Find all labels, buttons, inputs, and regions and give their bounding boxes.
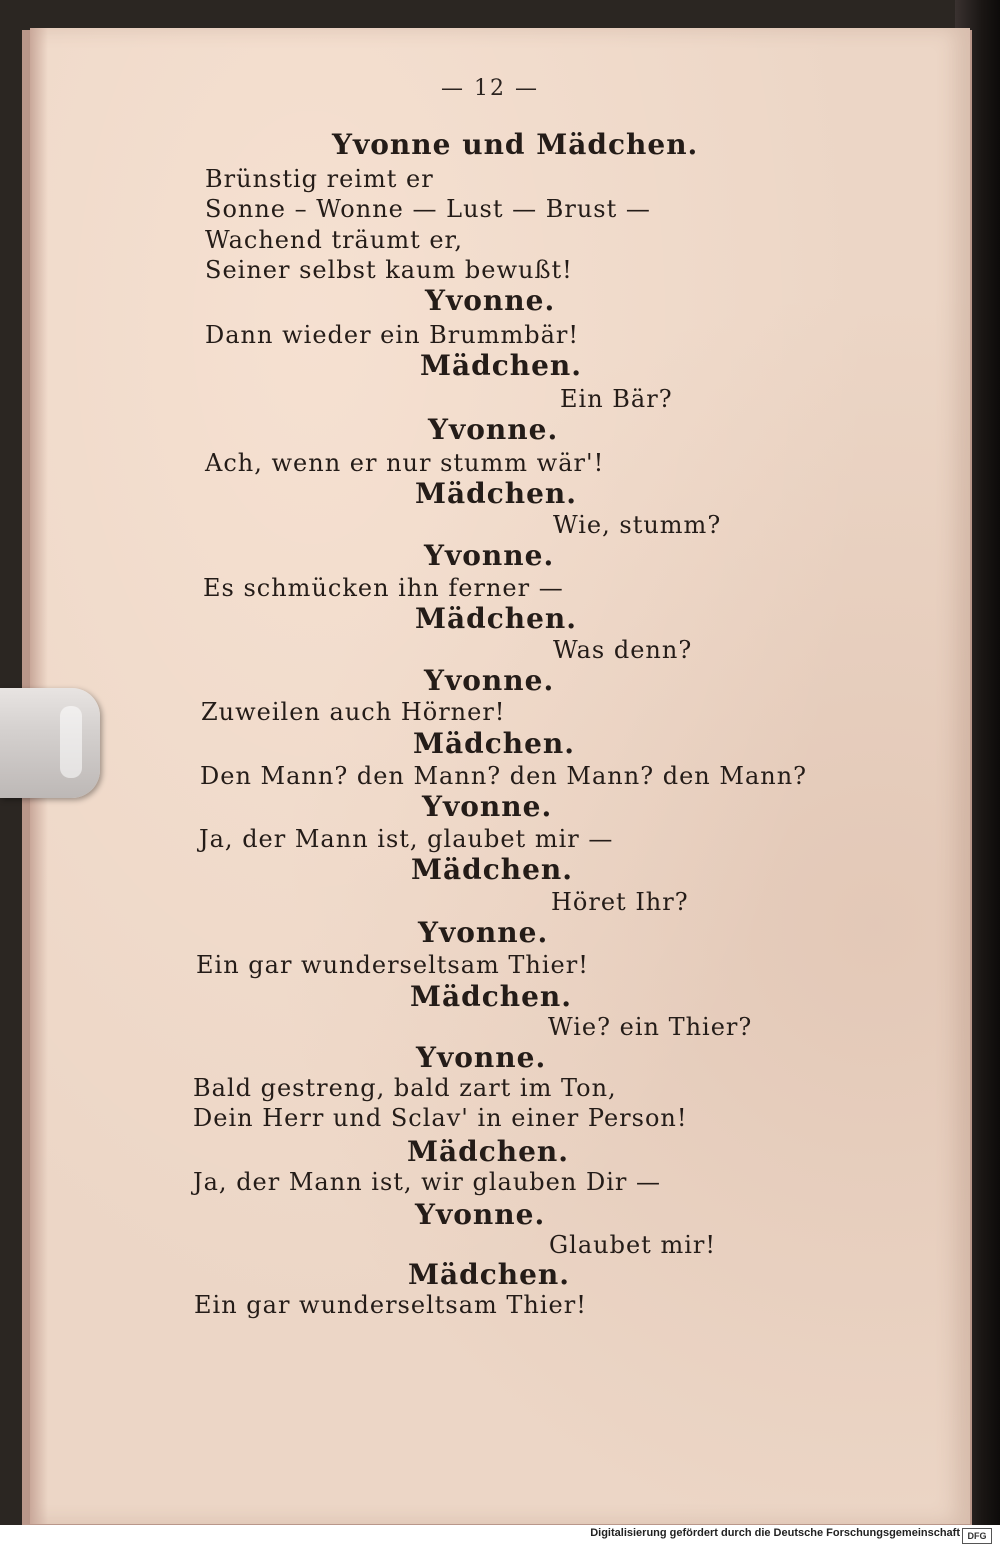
speaker-heading: Yvonne. [424, 664, 555, 697]
speaker-heading: Yvonne. [428, 413, 559, 446]
verse-line: Dann wieder ein Brummbär! [205, 321, 580, 349]
verse-line: Ja, der Mann ist, wir glauben Dir — [193, 1168, 661, 1196]
page-clip-highlight [60, 706, 82, 778]
verse-line: Was denn? [553, 636, 693, 664]
verse-line: Zuweilen auch Hörner! [201, 698, 506, 726]
verse-line: Wachend träumt er, [205, 226, 464, 254]
speaker-heading: Yvonne. [422, 790, 553, 823]
speaker-heading: Yvonne. [425, 284, 556, 317]
speaker-heading: Mädchen. [408, 1258, 571, 1291]
speaker-heading: Mädchen. [420, 349, 583, 382]
verse-line: Sonne – Wonne — Lust — Brust — [205, 195, 651, 223]
speaker-heading: Mädchen. [407, 1135, 570, 1168]
verse-line: Es schmücken ihn ferner — [203, 574, 564, 602]
speaker-heading: Yvonne und Mädchen. [332, 128, 699, 161]
speaker-heading: Mädchen. [415, 602, 578, 635]
verse-line: Ein gar wunderseltsam Thier! [196, 951, 589, 979]
verse-line: Den Mann? den Mann? den Mann? den Mann? [200, 762, 808, 790]
verse-line: Ach, wenn er nur stumm wär'! [205, 449, 605, 477]
verse-line: Höret Ihr? [551, 888, 689, 916]
verse-line: Ein gar wunderseltsam Thier! [194, 1291, 587, 1319]
verse-line: Seiner selbst kaum bewußt! [205, 256, 573, 284]
page-clip [0, 688, 100, 798]
dfg-logo: DFG [962, 1528, 992, 1544]
speaker-heading: Mädchen. [411, 853, 574, 886]
speaker-heading: Yvonne. [416, 1041, 547, 1074]
verse-line: Ja, der Mann ist, glaubet mir — [199, 825, 614, 853]
speaker-heading: Mädchen. [415, 477, 578, 510]
verse-line: Wie? ein Thier? [548, 1013, 753, 1041]
speaker-heading: Yvonne. [424, 539, 555, 572]
verse-line: Ein Bär? [560, 385, 673, 413]
verse-line: Brünstig reimt er [205, 165, 434, 193]
verse-line: Dein Herr und Sclav' in einer Person! [193, 1104, 688, 1132]
footer-bar [0, 1525, 1000, 1545]
verse-line: Glaubet mir! [549, 1231, 717, 1259]
speaker-heading: Mädchen. [413, 727, 576, 760]
verse-line: Bald gestreng, bald zart im Ton, [193, 1074, 617, 1102]
verse-line: Wie, stumm? [553, 511, 722, 539]
digitization-credit: Digitalisierung gefördert durch die Deutsche Forschungsgemeinschaft [590, 1527, 960, 1539]
speaker-heading: Yvonne. [415, 1198, 546, 1231]
page-number: — 12 — [441, 76, 539, 101]
speaker-heading: Mädchen. [410, 980, 573, 1013]
speaker-heading: Yvonne. [418, 916, 549, 949]
